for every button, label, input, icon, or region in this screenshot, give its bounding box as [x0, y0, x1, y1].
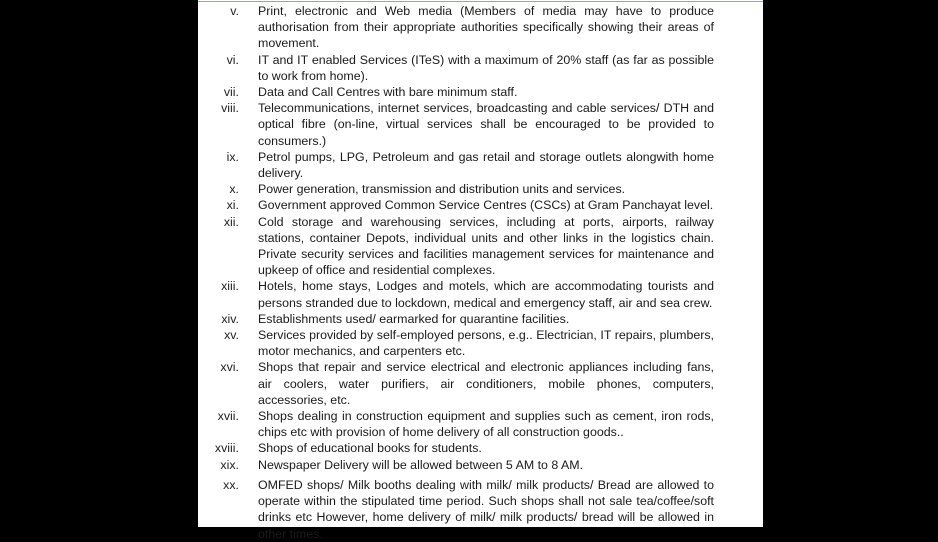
item-number: xii. [223, 214, 239, 229]
item-text: Print, electronic and Web media (Members of media may have to produce authorisation from their appropriate authorities specifically showing their areas of movement. [258, 4, 714, 51]
list-item-viii [198, 100, 763, 149]
item-number: xv. [224, 328, 239, 343]
item-number: xiii. [221, 279, 239, 294]
item-number: vi. [226, 52, 239, 67]
item-text: Power generation, transmission and distribution units and services. [258, 182, 626, 197]
item-text: Cold storage and warehousing services, including at ports, airports, railway stations, container Depots, individual units and other links in the logistics chain. Private security services and facilities management services for maintenance and upkeep of office and residential complexes. [258, 214, 714, 278]
list-item-xi [198, 197, 763, 213]
list-item-xiv [198, 311, 763, 327]
list-item-x [198, 181, 763, 197]
item-text: Data and Call Centres with bare minimum staff. [258, 85, 518, 100]
item-number: xvii. [217, 409, 239, 424]
list-item-xvi [198, 359, 763, 408]
item-number: ix. [226, 149, 239, 164]
list-item-xii [198, 214, 763, 279]
item-text: IT and IT enabled Services (ITeS) with a maximum of 20% staff (as far as possible to work from home). [258, 52, 714, 83]
list-item-xiii [198, 278, 763, 310]
item-text: Hotels, home stays, Lodges and motels, which are accommodating tourists and persons stranded due to lockdown, medical and emergency staff, air and sea crew. [258, 279, 714, 310]
item-number: x. [229, 182, 239, 197]
item-text: Shops that repair and service electrical and electronic appliances including fans, air coolers, water purifiers, air conditioners, mobile phones, computers, accessories, etc. [258, 360, 714, 407]
item-text: Services provided by self-employed persons, e.g.. Electrician, IT repairs, plumbers, motor mechanics, and carpenters etc. [258, 328, 714, 359]
item-number: xx. [223, 477, 239, 492]
item-text: Establishments used/ earmarked for quarantine facilities. [258, 311, 570, 326]
list-item-vi [198, 52, 763, 84]
item-number: xvi. [220, 360, 239, 375]
list-item-xx [198, 477, 763, 542]
item-text: Shops dealing in construction equipment and supplies such as cement, iron rods, chips etc with provision of home delivery of all construction goods.. [258, 409, 714, 440]
item-number: vii. [223, 85, 239, 100]
item-number: viii. [221, 101, 239, 116]
item-text: Telecommunications, internet services, broadcasting and cable services/ DTH and optical fibre (on-line, virtual services shall be encouraged to be provided to consumers.) [258, 101, 714, 148]
list-item-xvii [198, 408, 763, 440]
item-number: v. [230, 4, 239, 18]
item-text: Shops of educational books for students. [258, 441, 482, 456]
item-text: OMFED shops/ Milk booths dealing with milk/ milk products/ Bread are allowed to operate within the stipulated time period. Such shops shall not sale tea/coffee/soft drinks etc However, home delivery of milk/ milk products/ bread will be allowed in other times. [258, 477, 714, 541]
list-item-xviii [198, 440, 763, 456]
item-number: xix. [220, 457, 239, 472]
item-text: Newspaper Delivery will be allowed between 5 AM to 8 AM. [258, 457, 584, 472]
services-list [198, 3, 763, 542]
item-number: xviii. [214, 441, 239, 456]
page-top-border [198, 1, 763, 2]
list-item-v [198, 3, 763, 52]
list-item-vii [198, 84, 763, 100]
list-item-xix [198, 457, 763, 473]
list-item-ix [198, 149, 763, 181]
item-number: xiv. [221, 311, 239, 326]
item-text: Government approved Common Service Centres (CSCs) at Gram Panchayat level. [258, 198, 714, 213]
item-text: Petrol pumps, LPG, Petroleum and gas retail and storage outlets alongwith home delivery. [258, 149, 714, 181]
list-item-xv [198, 327, 763, 359]
document-page [198, 0, 763, 541]
item-number: xi. [226, 198, 239, 213]
